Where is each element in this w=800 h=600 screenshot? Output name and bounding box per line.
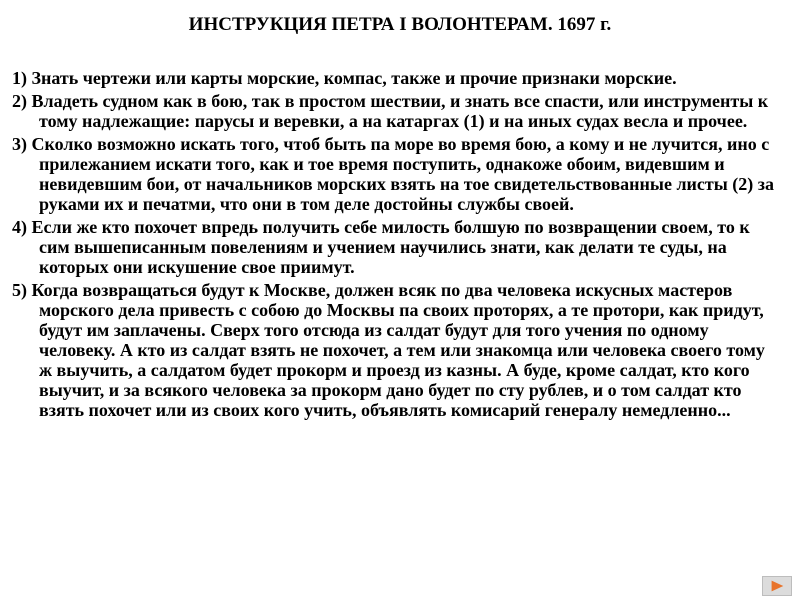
list-item bbox=[12, 134, 782, 214]
item-number: 4) bbox=[12, 217, 27, 237]
item-text: Знать чертежи или карты морские, компас, также и прочие признаки морские. bbox=[31, 68, 677, 88]
list-item bbox=[12, 217, 782, 277]
instruction-list bbox=[12, 68, 782, 423]
item-number: 2) bbox=[12, 91, 27, 111]
list-item bbox=[12, 91, 782, 131]
item-text: Сколко возможно искать того, чтоб быть па море во время бою, а кому и не лучится, ино с прилежанием искати того, как и тое время поступить, однакоже обоим, видевшим и невидевшим бои, от начальников морских взять на тое свидетельствованные листы (2) за руками их и печатми, что они в том деле достойны службы своей. bbox=[31, 134, 775, 214]
triangle-right-icon bbox=[763, 577, 791, 595]
next-slide-button[interactable] bbox=[762, 576, 792, 596]
list-item bbox=[12, 280, 782, 420]
item-number: 1) bbox=[12, 68, 27, 88]
item-number: 3) bbox=[12, 134, 27, 154]
item-text: Владеть судном как в бою, так в простом шествии, и знать все спасти, или инструменты к тому надлежащие: парусы и веревки, а на катаргах (1) и на иных судах весла и прочее. bbox=[31, 91, 769, 131]
page-title: ИНСТРУКЦИЯ ПЕТРА I ВОЛОНТЕРАМ. 1697 г. bbox=[188, 14, 612, 35]
item-text: Когда возвращаться будут к Москве, должен всяк по два человека искусных мастеров морского дела привесть с собою до Москвы па своих проторях, а те протори, как придут, будут им заплачены. Сверх того отсюда из салдат будут для того учения по одному человеку. А кто из салдат взять не похочет, а тем или знакомца или человека своего тому ж выучить, а салдатом будет прокорм и проезд из казны. А буде, кроме салдат, кто кого выучит, и за всякого человека за прокорм дано будет по сту рублев, и о том салдат кто взять похочет или из своих кого учить, объявлять комисарий генералу немедленно... bbox=[31, 280, 765, 420]
list-item bbox=[12, 68, 782, 88]
item-number: 5) bbox=[12, 280, 27, 300]
item-text: Если же кто похочет впредь получить себе милость болшую по возвращении своем, то к сим вышеписанным повелениям и учением научились знати, как делати те суды, на которых они искушение свое приимут. bbox=[31, 217, 750, 277]
